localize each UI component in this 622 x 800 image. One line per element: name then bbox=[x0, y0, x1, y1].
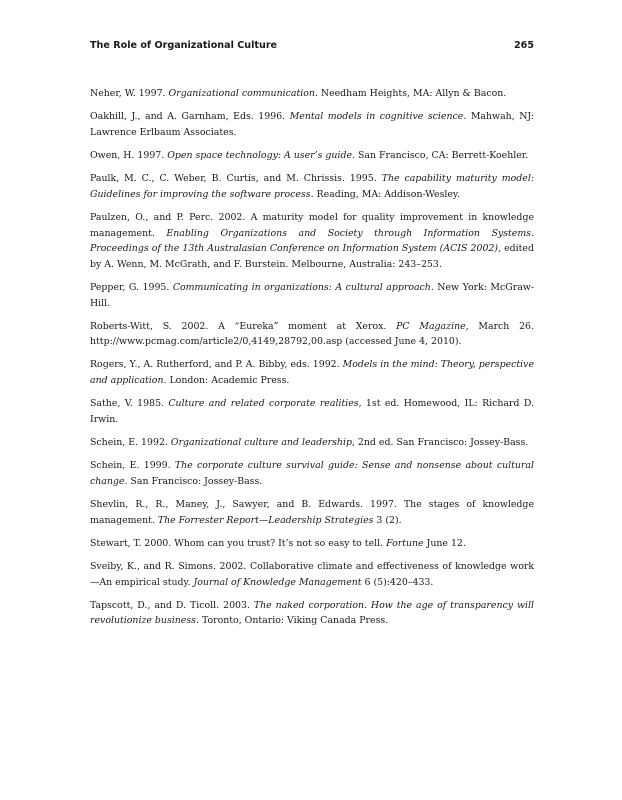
reference-entry: Schein, E. 1992. Organizational culture and leadership, 2nd ed. San Francisco: Jossey-Bass. bbox=[90, 437, 529, 449]
reference-entry: Owen, H. 1997. Open space technology: A user’s guide. San Francisco, CA: Berrett-Koehler. bbox=[90, 149, 529, 161]
reference-entry: Roberts-Witt, S. 2002. A “Eureka” moment at Xerox. PC Magazine, March 26. http://www.pcmag.com/article2/0,4149,28792,00.asp (accessed June 4, 2010). bbox=[90, 320, 535, 348]
reference-entry: Sveiby, K., and R. Simons. 2002. Collaborative climate and effectiveness of knowledge work—An empirical study. Journal of Knowledge Management 6 (5):420–433. bbox=[90, 560, 534, 588]
reference-entry: Tapscott, D., and D. Ticoll. 2003. The naked corporation. How the age of transparency will revolutionize business. Toronto, Ontario: Viking Canada Press. bbox=[90, 599, 535, 627]
reference-entry: Rogers, Y., A. Rutherford, and P. A. Bibby, eds. 1992. Models in the mind: Theory, perspective and application. London: Academic Press. bbox=[90, 359, 534, 387]
reference-entry: Neher, W. 1997. Organizational communication. Needham Heights, MA: Allyn & Bacon. bbox=[90, 88, 507, 99]
reference-entry: Sathe, V. 1985. Culture and related corporate realities, 1st ed. Homewood, IL: Richard D. Irwin. bbox=[90, 398, 535, 425]
page-number: 265 bbox=[513, 40, 534, 51]
reference-list bbox=[90, 86, 534, 637]
running-header bbox=[90, 40, 534, 51]
reference-entry: Oakhill, J., and A. Garnham, Eds. 1996. Mental models in cognitive science. Mahwah, NJ: Lawrence Erlbaum Associates. bbox=[90, 111, 534, 138]
reference-entry: Paulk, M. C., C. Weber, B. Curtis, and M. Chrissis. 1995. The capability maturity model: Guidelines for improving the software process. Reading, MA: Addison-Wesley. bbox=[90, 173, 534, 200]
running-title: The Role of Organizational Culture bbox=[90, 40, 278, 51]
reference-entry: Pepper, G. 1995. Communicating in organizations: A cultural approach. New York: McGraw-Hill. bbox=[90, 281, 534, 309]
reference-entry: Paulzen, O., and P. Perc. 2002. A maturity model for quality improvement in knowledge management. Enabling Organizations and Society through Information Systems. Proceedings of the 13th Australasian Conference on Information System (ACIS 2002), edited by A. Wenn, M. McGrath, and F. Burstein. Melbourne, Australia: 243–253. bbox=[90, 211, 534, 270]
reference-entry: Stewart, T. 2000. Whom can you trust? It’s not so easy to tell. Fortune June 12. bbox=[90, 537, 466, 549]
reference-entry: Shevlin, R., R., Maney, J., Sawyer, and B. Edwards. 1997. The stages of knowledge management. The Forrester Report—Leadership Strategies 3 (2). bbox=[90, 499, 534, 526]
reference-entry: Schein, E. 1999. The corporate culture survival guide: Sense and nonsense about cultural change. San Francisco: Jossey-Bass. bbox=[90, 460, 534, 487]
